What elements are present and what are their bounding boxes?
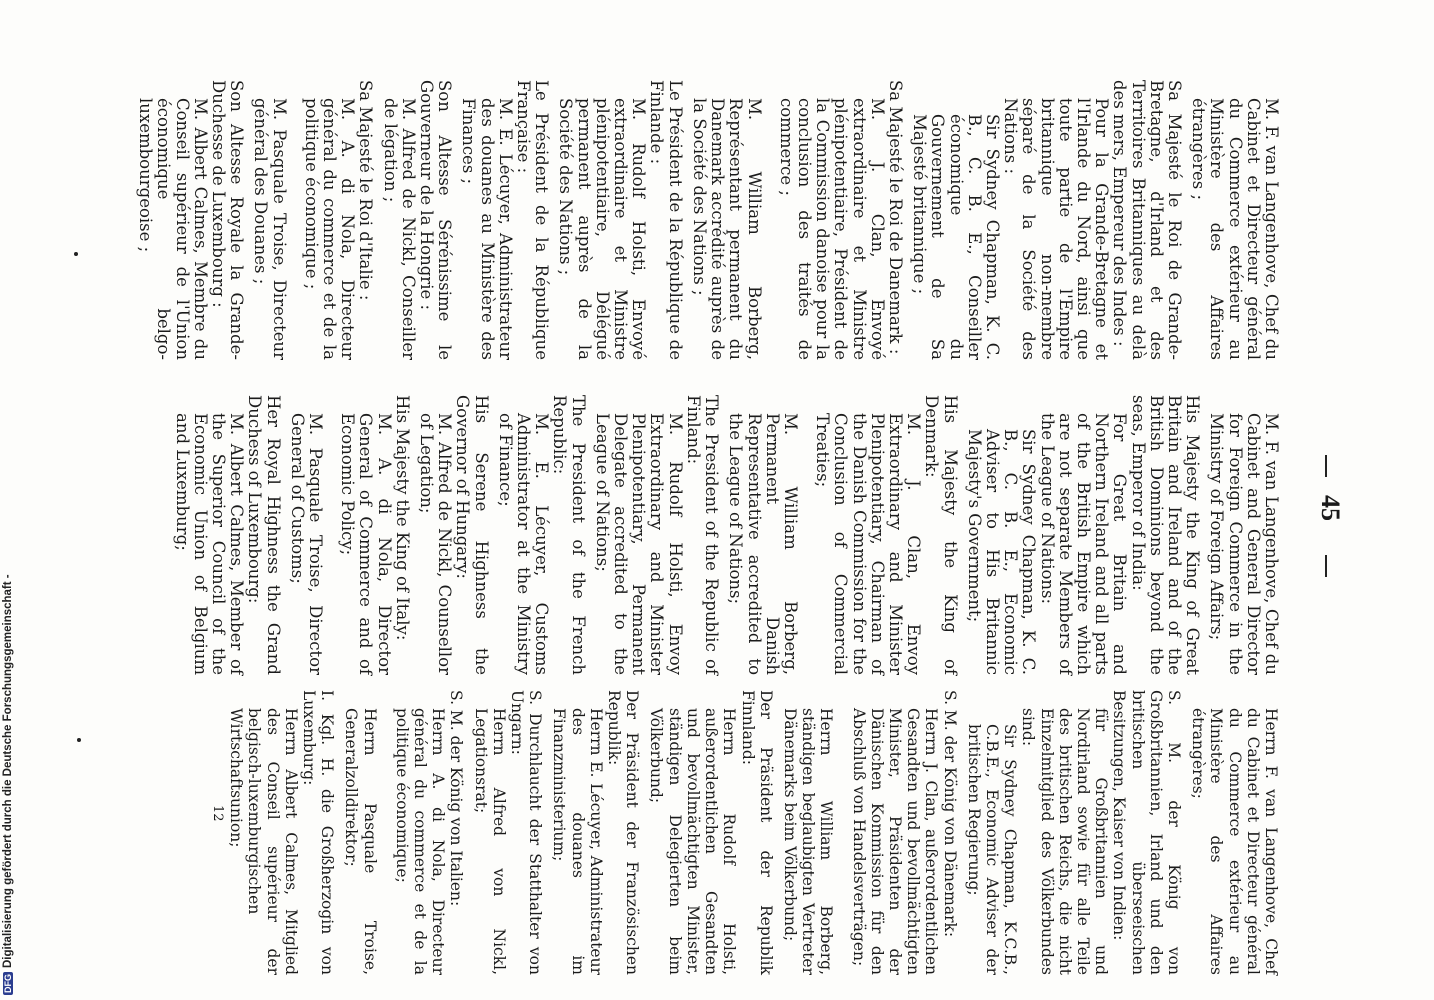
english-entry: M. J. Clan, Envoy Extraordinary and Minister Plenipotentiary, Chairman of the Danish Commission for the Conclusion of Commercial Treaties; — [813, 413, 924, 675]
english-entry: M. A. di Nola, Director General of Commerce and of Economic Policy; — [338, 413, 394, 675]
german-entry: Herrn William Borberg, ständigen beglaubigten Vertreter Dänemarks beim Völkerbund; — [780, 708, 836, 975]
french-entry: Sir Sydney Chapman, K. C. B., C. B. E., Conseiller économique du Gouvernement de Sa Majesté britannique ; — [910, 114, 1002, 360]
french-entry: M. E. Lécuyer, Administrateur des douanes au Ministère des Finances ; — [459, 98, 515, 360]
english-entry: M. E. Lécuyer, Customs Administrator at the Ministry of Finance; — [495, 413, 552, 675]
german-entry: Herrn A. di Nola, Directeur général du commerce et de la politique économique; — [392, 708, 448, 975]
footer-number: 12 — [210, 805, 225, 822]
header-dash-left — [1325, 455, 1327, 477]
french-entry: Le Président de la République Française : — [514, 80, 552, 360]
english-entry: M. Alfred de Nickl, Counsellor of Legation; — [417, 413, 455, 675]
english-entry: For Great Britain and Northern Ireland and all parts of the British Empire which are not separate Members of the League of Nations: — [1037, 413, 1130, 675]
german-entry: Der Präsident der Republik Finnland: — [738, 690, 775, 975]
french-entry: M. A. di Nola, Directeur général du commerce et de la politique économique ; — [301, 98, 358, 360]
english-column — [172, 395, 1280, 675]
german-entry: Herrn Albert Calmes, Mitglied des Conseil supérieur der belgisch-luxemburgischen Wirtschaftsunion; — [227, 708, 300, 975]
german-entry: Herrn Alfred von Nickl, Legationsrat; — [471, 708, 508, 975]
dfg-logo: DFG — [3, 974, 13, 993]
french-entry: M. Alfred de Nickl, Conseiller de légation ; — [380, 98, 418, 360]
french-entry: Son Altesse Sérénissime le Gouverneur de la Hongrie : — [417, 80, 455, 360]
english-entry: His Serene Highness the Governor of Hungary: — [453, 395, 491, 675]
french-entry: M. William Borberg, Représentant permanent du Danemark accrédité auprès de la Société des Nations ; — [689, 98, 764, 360]
english-entry: Her Royal Highness the Grand Duchess of Luxembourg: — [245, 395, 283, 675]
french-entry: M. Rudolf Holsti, Envoyé extraordinaire et Ministre plénipotentiaire, Délégué permanent auprès de la Société des Nations ; — [556, 98, 649, 360]
english-entry: His Majesty the King of Italy: — [392, 395, 412, 641]
english-entry: M. Pasquale Troise, Director General of Customs; — [287, 413, 326, 675]
header-dash-right — [1325, 555, 1327, 577]
german-entry: Sir Sydney Chapman, K.C.B., C.B.E., Economic Adviser der britischen Regierung; — [964, 724, 1020, 975]
english-entry: The President of the Republic of Finland: — [683, 395, 722, 675]
german-entry: Herrn J. Clan, außerordentlichen Gesandten und bevollmächtigten Minister, Präsidenten der Dänischen Kommission für den Abschluß von Handelsverträgen; — [849, 708, 941, 975]
english-entry: M. F. van Langenhove, Chef du Cabinet and General Director for Foreign Commerce in the Ministry of Foreign Affairs; — [1207, 413, 1281, 675]
french-entry: M. J. Clan, Envoyé extraordinaire et Ministre plénipotentiaire, Président de la Commission danoise pour la conclusion des traités de commerce ; — [776, 98, 887, 360]
digitization-sidebar — [2, 0, 22, 995]
german-entry: Der Präsident der Französischen Republik: — [605, 690, 642, 975]
german-entry: Herrn Pasquale Troise, Generalzolldirektor; — [342, 708, 379, 975]
scan-speck — [74, 252, 78, 256]
french-entry: Le Président de la République de Finlande : — [647, 80, 685, 360]
english-entry: The President of the French Republic: — [550, 395, 588, 675]
sidebar-text: Digitalisierung gefördert durch die Deutsche Forschungsgemeinschaft - — [2, 574, 14, 968]
english-entry: Sir Sydney Chapman, K. C. B., C. B. E., Economic Adviser to His Britannic Majesty's Government; — [964, 429, 1039, 675]
german-entry: S. Durchlaucht der Statthalter von Ungarn: — [508, 690, 545, 975]
german-entry: Herrn F. van Langenhove, Chef du Cabinet et Directeur général du Commerce extérieur au Ministère des Affaires étrangères; — [1189, 708, 1280, 975]
french-entry: Sa Majesté le Roi d'Italie : — [356, 80, 376, 301]
english-entry: M. Albert Calmes, Member of the Superior Council of the Economic Union of Belgium and Luxemburg; — [172, 413, 247, 675]
german-entry: Herrn Rudolf Holsti, außerordentlichen Gesandten und bevollmächtigten Minister, ständigen Delegierten beim Völkerbund; — [647, 708, 739, 975]
german-entry: S. M. der König von Italien: — [447, 690, 466, 907]
french-entry: M. Pasquale Troise, Directeur général des Douanes ; — [251, 98, 289, 360]
page-number: 45 — [1316, 495, 1345, 521]
french-entry: M. F. van Langenhove, Chef du Cabinet et Directeur général du Commerce extérieur au Ministère des Affaires étrangères ; — [1189, 98, 1281, 360]
german-entry: I. Kgl. H. die Großherzogin von Luxemburg: — [300, 690, 337, 975]
german-entry: Herrn E. Lécuyer, Administrateur des douanes im Finanzministerium; — [550, 708, 605, 975]
french-entry: Son Altesse Royale la Grande-Duchesse de Luxembourg : — [209, 80, 247, 360]
german-entry: S. M. der König von Großbritannien, Irland und den britischen überseeischen Besitzungen, Kaiser von Indien: — [1110, 690, 1183, 975]
english-entry: His Majesty the King of Great Britain and Ireland and of the British Dominions beyond the seas, Emperor of India: — [1128, 395, 1203, 675]
french-entry: Sa Majesté le Roi de Danemark : — [885, 80, 905, 355]
french-column — [136, 80, 1280, 360]
german-entry: für Großbritannien und Nordirland sowie für alle Teile des britischen Reichs, die nicht Einzelmitglied des Völkerbundes sind: — [1019, 708, 1111, 975]
english-entry: M. William Borberg, Permanent Danish Representative accredited to the League of Nations; — [726, 413, 800, 675]
german-entry: S. M. der König von Dänemark: — [940, 690, 959, 938]
german-column — [227, 690, 1280, 975]
english-entry: M. Rudolf Holsti, Envoy Extraordinary and Minister Plenipotentiary, Permanent Delegate accredited to the League of Nations; — [592, 413, 685, 675]
french-entry: M. Albert Calmes, Membre du Conseil supérieur de l'Union économique belgo-luxembourgeoise ; — [136, 98, 210, 360]
english-entry: His Majesty the King of Denmark: — [922, 395, 960, 675]
french-entry: Pour la Grande-Bretagne et l'Irlande du Nord, ainsi que toute partie de l'Empire britannique non-membre séparé de la Société des Nations : — [1001, 98, 1112, 360]
rotated-page — [100, 75, 1345, 975]
scan-speck — [77, 738, 81, 742]
page-header — [1285, 75, 1345, 975]
french-entry: Sa Majesté le Roi de Grande-Bretagne, d'Irland et des Territoires Britanniques au delà des mers, Empereur des Indes : — [1110, 80, 1184, 360]
